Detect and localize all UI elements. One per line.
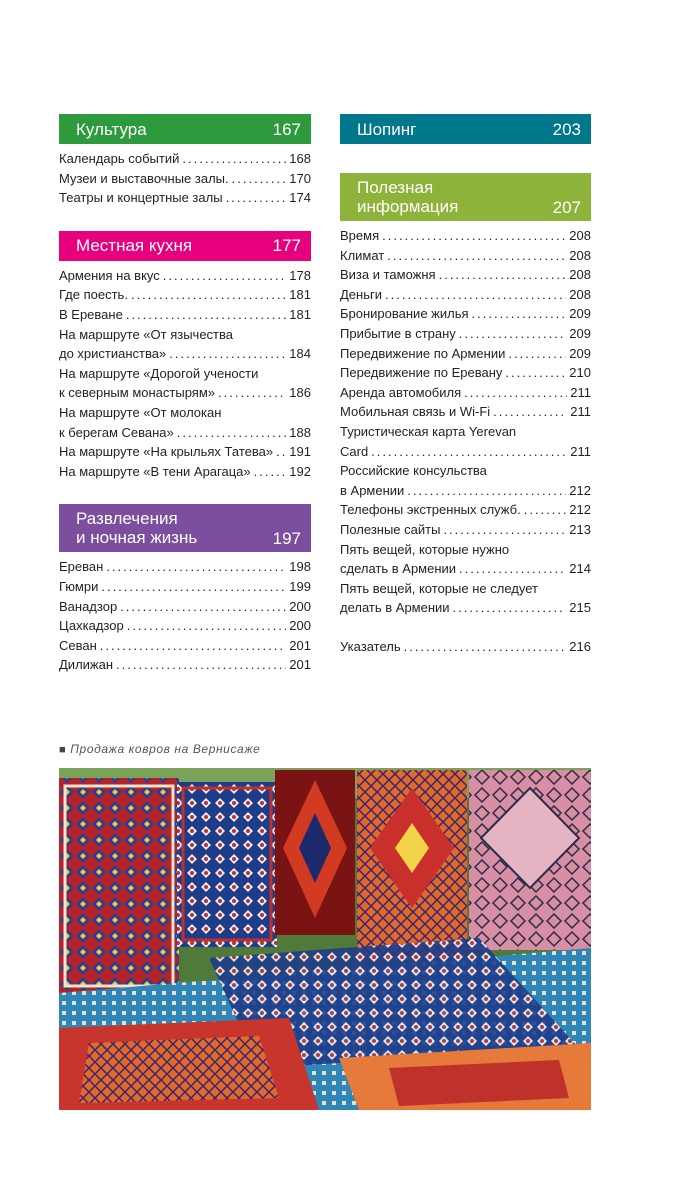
toc-entry[interactable]: Бронирование жилья ..... 209 [340,304,591,324]
toc-entry[interactable]: Гюмри ..... 199 [59,577,311,597]
section-title: Шопинг [357,119,417,139]
toc-entry[interactable]: Прибытие в страну ..... 209 [340,324,591,344]
toc-entry[interactable]: Где поесть. ..... 181 [59,285,311,305]
toc-entry[interactable]: Передвижение по Армении ..... 209 [340,344,591,364]
section-header-nightlife[interactable] [59,504,311,552]
toc-entry-index[interactable]: Указатель ..... 216 [340,637,591,657]
toc-entry[interactable]: Ванадзор ..... 200 [59,597,311,617]
toc-entry[interactable]: На маршруте «Дорогой учености к северным монастырям» ..... 186 [59,364,311,403]
section-page: 177 [272,236,301,256]
toc-entry[interactable]: Аренда автомобиля ..... 211 [340,383,591,403]
section-header-culture[interactable] [59,114,311,144]
toc-entry[interactable]: Климат ..... 208 [340,246,591,266]
section-page: 203 [552,119,581,139]
section-shopping [340,114,591,144]
section-title: Полезная [357,178,434,197]
toc-entry[interactable]: В Ереване ..... 181 [59,305,311,325]
section-page: 167 [272,119,301,139]
toc-entry[interactable]: Деньги ..... 208 [340,285,591,305]
section-culture [59,114,311,208]
carpets-illustration [59,768,591,1110]
toc-entry[interactable]: Дилижан ..... 201 [59,655,311,675]
section-title: Развлечения [76,509,178,529]
toc-entry[interactable]: Передвижение по Еревану ..... 210 [340,363,591,383]
section-cuisine [59,231,311,482]
section-header-shopping[interactable] [340,114,591,144]
section-header-cuisine[interactable] [59,231,311,261]
toc-entry[interactable]: Пять вещей, которые нужно сделать в Армении ..... 214 [340,540,591,579]
square-bullet-icon: ■ [59,744,67,756]
toc-entry[interactable]: Музеи и выставочные залы. ..... 170 [59,169,311,189]
toc-entry[interactable]: Полезные сайты ..... 213 [340,520,591,540]
toc-entry[interactable]: Виза и таможня ..... 208 [340,265,591,285]
section-nightlife [59,504,311,675]
toc-entry[interactable]: Время ..... 208 [340,226,591,246]
carpets-photo [59,768,591,1110]
toc-entry[interactable]: Ереван ..... 198 [59,557,311,577]
toc-right-column [340,114,591,679]
section-title: информация [357,197,459,216]
photo-caption: ■ Продажа ковров на Вернисаже [59,742,261,756]
section-title: Местная кухня [76,236,193,256]
toc-entry[interactable]: На маршруте «На крыльях Татева» ..... 191 [59,442,311,462]
toc-entry[interactable]: Телефоны экстренных служб. ..... 212 [340,500,591,520]
toc-left-column [59,114,311,698]
toc-entry[interactable]: Календарь событий ..... 168 [59,149,311,169]
section-title: и ночная жизнь [76,528,198,548]
toc-entry[interactable]: Армения на вкус ..... 178 [59,266,311,286]
section-page: 207 [552,198,581,217]
section-title: Культура [76,119,147,139]
section-info [340,173,591,656]
toc-entry[interactable]: Театры и концертные залы ..... 174 [59,188,311,208]
section-page: 197 [272,529,301,549]
toc-entry[interactable]: На маршруте «От молокан к берегам Севана» ..... 188 [59,403,311,442]
toc-entry[interactable]: Пять вещей, которые не следует делать в Армении ..... 215 [340,579,591,618]
toc-entry[interactable]: Российские консульства в Армении ..... 212 [340,461,591,500]
toc-entry[interactable]: Мобильная связь и Wi-Fi ..... 211 [340,402,591,422]
section-header-info[interactable] [340,173,591,221]
toc-entry[interactable]: Севан ..... 201 [59,636,311,656]
toc-entry[interactable]: На маршруте «От язычества до христианства» ..... 184 [59,325,311,364]
toc-entry[interactable]: Цахкадзор ..... 200 [59,616,311,636]
toc-entry[interactable]: Туристическая карта Yerevan Card ..... 211 [340,422,591,461]
toc-entry[interactable]: На маршруте «В тени Арагаца» ..... 192 [59,462,311,482]
